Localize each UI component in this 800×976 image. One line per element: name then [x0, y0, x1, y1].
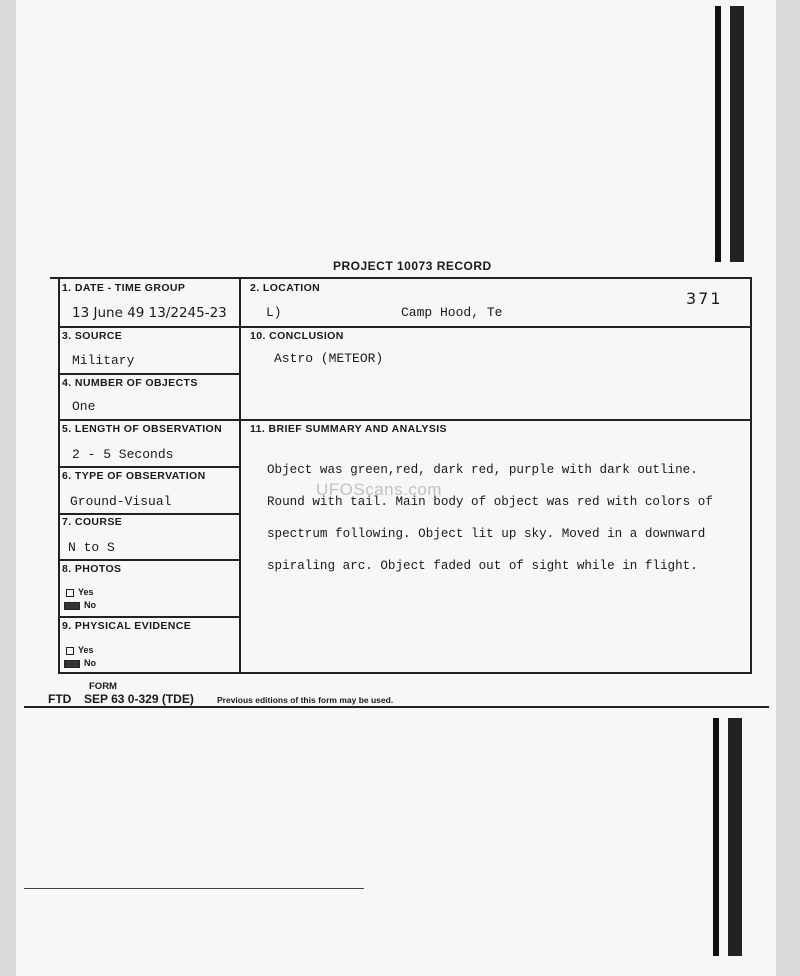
row-divider-5 [60, 513, 240, 515]
source-label: 3. SOURCE [62, 330, 123, 342]
row-divider-4 [60, 466, 240, 468]
source-value: Military [72, 353, 135, 368]
photos-label: 8. PHOTOS [62, 563, 122, 575]
row-divider-7 [60, 616, 240, 618]
filing-bar-bottom-inner [728, 718, 742, 956]
date-time-group-label: 1. DATE - TIME GROUP [62, 282, 186, 294]
row-divider-2 [60, 373, 240, 375]
filing-bar-top [715, 6, 721, 262]
evidence-yes-option [66, 645, 94, 655]
summary-line: spectrum following. Object lit up sky. Moved in a downward [267, 527, 706, 541]
row-divider-3 [60, 419, 752, 421]
case-number: 371 [686, 289, 723, 308]
stray-line-bottom [24, 888, 364, 889]
footer-form-id: SEP 63 0-329 (TDE) [84, 692, 194, 706]
location-value: L) [266, 305, 282, 320]
course-value: N to S [68, 540, 115, 555]
row-divider-6 [60, 559, 240, 561]
summary-line: Round with tail. Main body of object was red with colors of [267, 495, 713, 509]
footer-note: Previous editions of this form may be used. [217, 695, 394, 705]
watermark: UFOScans.com [316, 480, 442, 499]
type-of-observation-value: Ground-Visual [70, 494, 172, 509]
checkbox-icon [66, 647, 74, 655]
filing-bar-bottom [713, 718, 719, 956]
photos-yes-option [66, 587, 94, 597]
summary-line: Object was green,red, dark red, purple with dark outline. [267, 463, 698, 477]
stray-line-top-right [24, 706, 769, 708]
footer-form-word: FORM [89, 681, 117, 692]
footer-ftd: FTD [48, 692, 72, 706]
photos-no-label: No [84, 600, 96, 610]
evidence-no-option [64, 658, 96, 668]
number-of-objects-value: One [72, 399, 96, 414]
photos-no-option [64, 600, 96, 610]
checkbox-checked-icon [64, 602, 80, 610]
date-time-group-value: 13 June 49 13/2245-23 [72, 305, 227, 321]
number-of-objects-label: 4. NUMBER OF OBJECTS [62, 377, 198, 389]
conclusion-value: Astro (METEOR) [274, 351, 384, 366]
course-label: 7. COURSE [62, 516, 123, 528]
row-divider-1 [60, 326, 752, 328]
evidence-yes-label: Yes [78, 645, 94, 655]
physical-evidence-label: 9. PHYSICAL EVIDENCE [62, 620, 192, 632]
conclusion-label: 10. CONCLUSION [250, 330, 344, 342]
brief-summary-label: 11. BRIEF SUMMARY AND ANALYSIS [250, 423, 447, 435]
summary-line: spiraling arc. Object faded out of sight while in flight. [267, 559, 698, 573]
filing-bar-top-inner [730, 6, 744, 262]
checkbox-checked-icon [64, 660, 80, 668]
form-title: PROJECT 10073 RECORD [333, 259, 492, 273]
length-of-observation-value: 2 - 5 Seconds [72, 447, 174, 462]
type-of-observation-label: 6. TYPE OF OBSERVATION [62, 470, 206, 482]
location-place: Camp Hood, Te [401, 305, 503, 320]
column-divider [239, 279, 241, 674]
brief-summary-text [267, 446, 745, 590]
length-of-observation-label: 5. LENGTH OF OBSERVATION [62, 423, 223, 435]
evidence-no-label: No [84, 658, 96, 668]
checkbox-icon [66, 589, 74, 597]
location-label: 2. LOCATION [250, 282, 321, 294]
photos-yes-label: Yes [78, 587, 94, 597]
